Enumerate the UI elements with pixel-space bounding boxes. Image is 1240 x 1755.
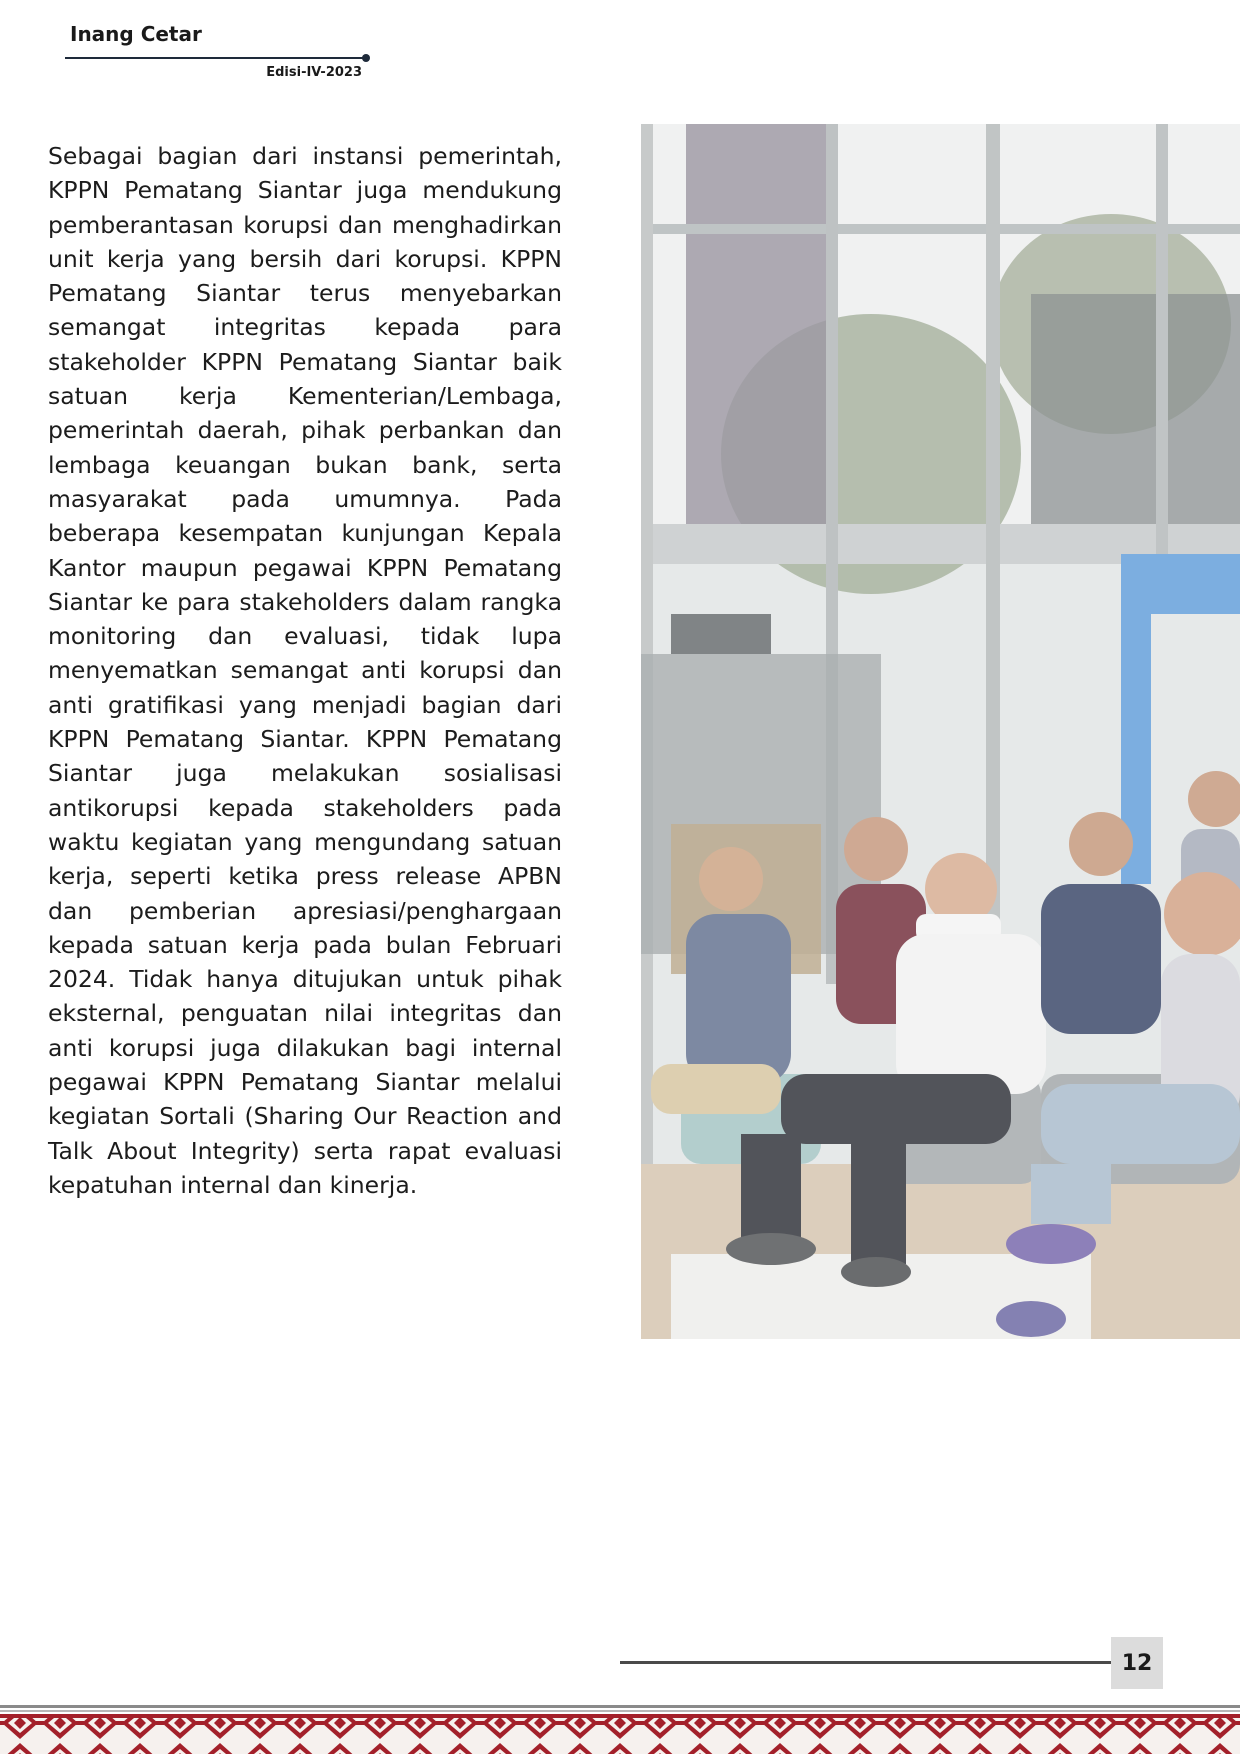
- header-rule-dot: [362, 54, 370, 62]
- article-paragraph: Sebagai bagian dari instansi pemerintah, KPPN Pematang Siantar juga mendukung pemberantasan korupsi dan menghadirkan unit kerja yang bersih dari korupsi. KPPN Pematang Siantar terus menyebarkan semangat integritas kepada para stakeholder KPPN Pematang Siantar baik satuan kerja Kementerian/Lembaga, pemerintah daerah, pihak perbankan dan lembaga keuangan bukan bank, serta masyarakat pada umumnya. Pada beberapa kesempatan kunjungan Kepala Kantor maupun pegawai KPPN Pematang Siantar ke para stakeholders dalam rangka monitoring dan evaluasi, tidak lupa menyematkan semangat anti korupsi dan anti gratifikasi yang menjadi bagian dari KPPN Pematang Siantar. KPPN Pematang Siantar juga melakukan sosialisasi antikorupsi kepada stakeholders pada waktu kegiatan yang mengundang satuan kerja, seperti ketika press release APBN dan pemberian apresiasi/penghargaan kepada satuan kerja pada bulan Februari 2024. Tidak hanya ditujukan untuk pihak eksternal, penguatan nilai integritas dan anti korupsi juga dilakukan bagi internal pegawai KPPN Pematang Siantar melalui kegiatan Sortali (Sharing Our Reaction and Talk About Integrity) serta rapat evaluasi kepatuhan internal dan kinerja.: [48, 142, 562, 1199]
- edition-label: Edisi-IV-2023: [266, 65, 362, 80]
- page-number: 12: [1111, 1637, 1163, 1689]
- event-photo: [641, 124, 1240, 1339]
- header-rule: [65, 57, 365, 59]
- magazine-title: Inang Cetar: [70, 22, 202, 46]
- decorative-border: [0, 1705, 1240, 1755]
- footer-rule: [620, 1661, 1112, 1664]
